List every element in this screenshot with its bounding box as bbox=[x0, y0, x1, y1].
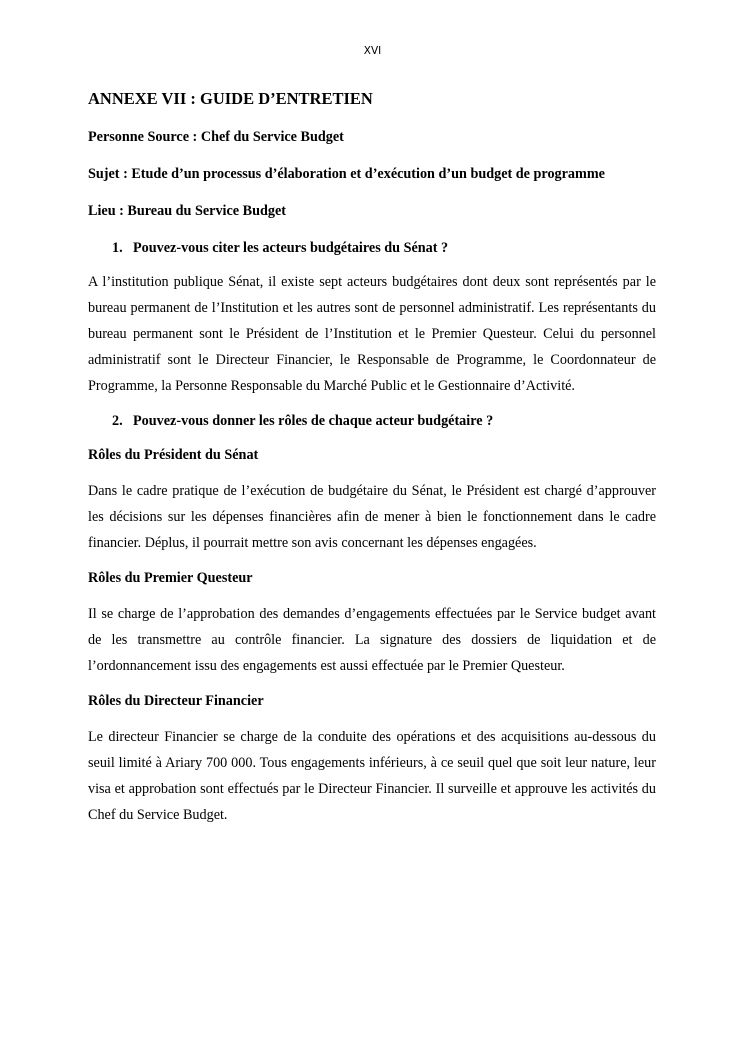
annex-title: ANNEXE VII : GUIDE D’ENTRETIEN bbox=[88, 89, 373, 108]
question-2-text: Pouvez-vous donner les rôles de chaque acteur budgétaire ? bbox=[133, 413, 494, 429]
subject-line: Sujet : Etude d’un processus d’élaboration et d’exécution d’un budget de programme bbox=[88, 166, 605, 182]
role-text-president: Dans le cadre pratique de l’exécution de budgétaire du Sénat, le Président est chargé d’approuver les décisions sur les dépenses financières afin de mener à bien le fonctionnement dans le cadre financier. Déplus, il pourrait mettre son avis concernant les dépenses engagées. bbox=[88, 483, 656, 551]
page-number: XVI bbox=[363, 45, 382, 57]
question-1-number: 1. bbox=[112, 240, 123, 256]
role-heading-directeur-financier: Rôles du Directeur Financier bbox=[88, 693, 264, 709]
role-text-directeur-financier: Le directeur Financier se charge de la conduite des opérations et des acquisitions au-dessous du seuil limité à Ariary 700 000. Tous engagements inférieurs, à ce seuil quel que soit leur nature, leur visa et approbation sont effectués par le Directeur Financier. Il surveille et approuve les activités du Chef du Service Budget. bbox=[88, 729, 656, 823]
question-2-number: 2. bbox=[112, 413, 123, 429]
role-heading-premier-questeur: Rôles du Premier Questeur bbox=[88, 570, 253, 586]
answer-1: A l’institution publique Sénat, il existe sept acteurs budgétaires dont deux sont représentés par le bureau permanent de l’Institution et les autres sont de personnel administratif. Les représentants du bureau permanent sont le Président de l’Institution et le Premier Questeur. Celui du personnel administratif sont le Directeur Financier, le Responsable de Programme, le Coordonnateur de Programme, la Personne Responsable du Marché Public et le Gestionnaire d’Activité. bbox=[88, 274, 656, 394]
question-1-text: Pouvez-vous citer les acteurs budgétaires du Sénat ? bbox=[133, 240, 449, 256]
document-body bbox=[88, 87, 656, 837]
place-line: Lieu : Bureau du Service Budget bbox=[88, 203, 286, 219]
role-heading-president: Rôles du Président du Sénat bbox=[88, 447, 259, 463]
role-text-premier-questeur: Il se charge de l’approbation des demandes d’engagements effectuées par le Service budget avant de les transmettre au contrôle financier. La signature des dossiers de liquidation et de l’ordonnancement issu des engagements est aussi effectuée par le Premier Questeur. bbox=[88, 606, 656, 674]
question-2 bbox=[88, 408, 656, 434]
question-1 bbox=[88, 235, 656, 261]
source-person: Personne Source : Chef du Service Budget bbox=[88, 129, 344, 145]
